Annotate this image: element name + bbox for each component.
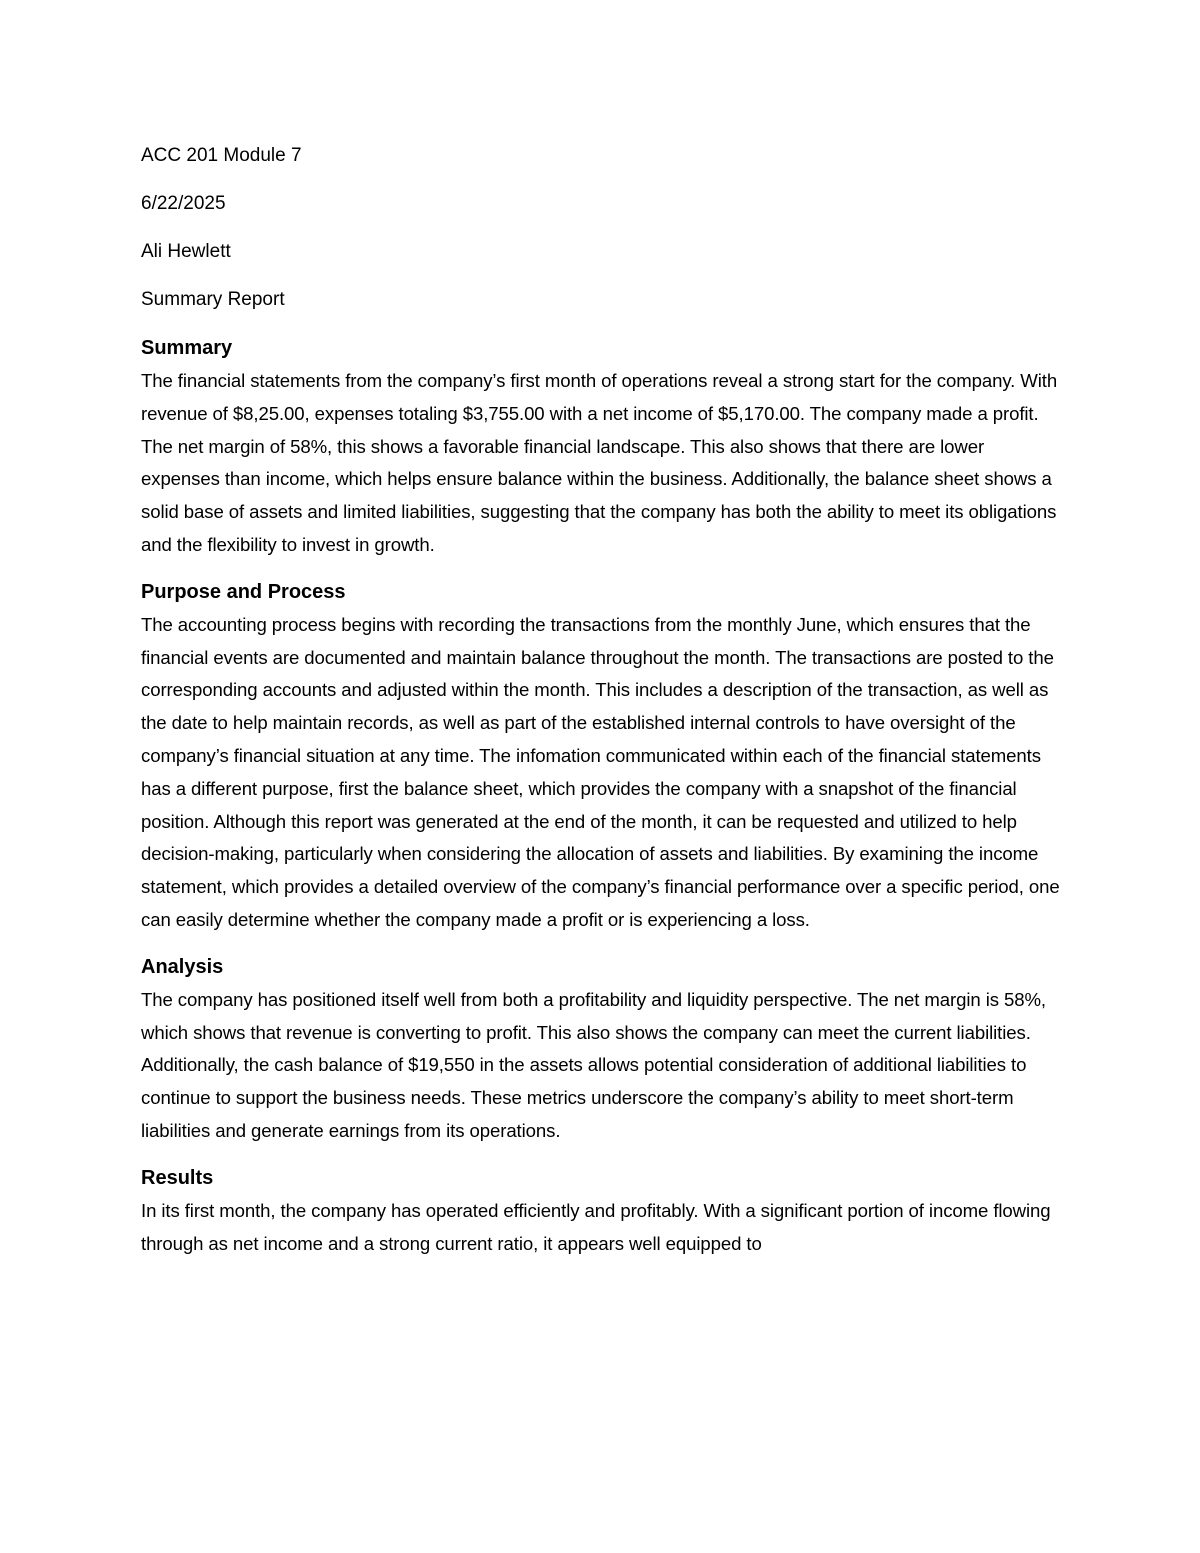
- analysis-paragraph: The company has positioned itself well from both a profitability and liquidity perspective. The net margin is 58%, which shows that revenue is converting to profit. This also shows the company can meet the current liabilities. Additionally, the cash balance of $19,550 in the assets allows potential consideration of additional liabilities to continue to support the business needs. These metrics underscore the company’s ability to meet short-term liabilities and generate earnings from its operations.: [141, 988, 1046, 1141]
- results-paragraph: In its first month, the company has operated efficiently and profitably. With a significant portion of income flowing through as net income and a strong current ratio, it appears well equipped to: [141, 1199, 1051, 1254]
- analysis-heading: Analysis: [141, 955, 224, 978]
- course-title: ACC 201 Module 7: [141, 145, 302, 166]
- summary-paragraph: The financial statements from the company’s first month of operations reveal a strong start for the company. With revenue of $8,25.00, expenses totaling $3,755.00 with a net income of $5,170.00. The company made a profit. The net margin of 58%, this shows a favorable financial landscape. This also shows that there are lower expenses than income, which helps ensure balance within the business. Additionally, the balance sheet shows a solid base of assets and limited liabilities, suggesting that the company has both the ability to meet its obligations and the flexibility to invest in growth.: [141, 370, 1058, 555]
- report-title: Summary Report: [141, 289, 285, 310]
- report-date: 6/22/2025: [141, 193, 226, 214]
- purpose-paragraph: The accounting process begins with recording the transactions from the monthly June, which ensures that the financial events are documented and maintain balance throughout the month. The transactions are posted to the corresponding accounts and adjusted within the month. This includes a description of the transaction, as well as the date to help maintain records, as well as part of the established internal controls to have oversight of the company’s financial situation at any time. The infomation communicated within each of the financial statements has a different purpose, first the balance sheet, which provides the company with a snapshot of the financial position. Although this report was generated at the end of the month, it can be requested and utilized to help decision-making, particularly when considering the allocation of assets and liabilities. By examining the income statement, which provides a detailed overview of the company’s financial performance over a specific period, one can easily determine whether the company made a profit or is experiencing a loss.: [141, 613, 1060, 930]
- author-name: Ali Hewlett: [141, 241, 231, 262]
- document-content: [141, 142, 1061, 1276]
- results-heading: Results: [141, 1166, 214, 1189]
- purpose-heading: Purpose and Process: [141, 580, 346, 603]
- summary-heading: Summary: [141, 337, 233, 359]
